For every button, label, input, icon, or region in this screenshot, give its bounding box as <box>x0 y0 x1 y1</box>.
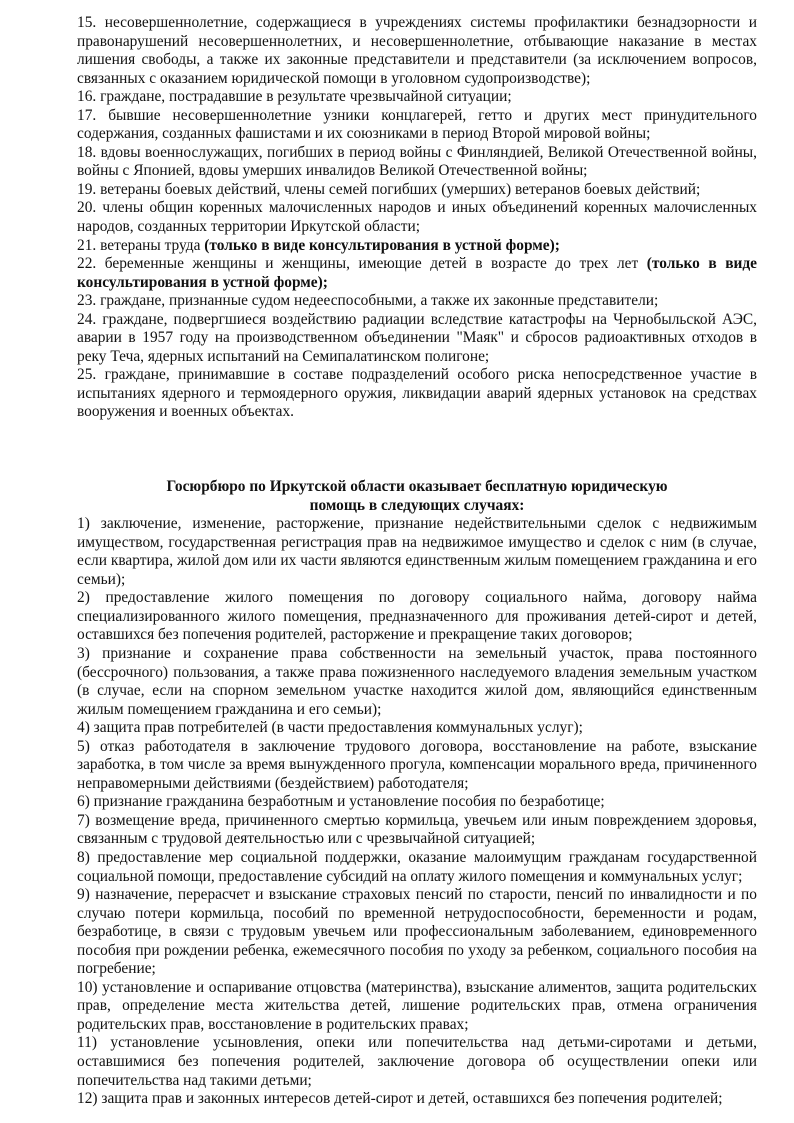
item-text: 20. члены общин коренных малочисленных народов и иных объединений коренных малочисленных народов, созданных территории Иркутской области; <box>77 199 757 236</box>
section-heading-line-2: помощь в следующих случаях: <box>309 496 525 514</box>
item-text: 15. несовершеннолетние, содержащиеся в учреждениях системы профилактики безнадзорности и правонарушений несовершеннолетних, и несовершеннолетние, отбывающие наказание в местах лишения свободы, а также их законные представители и представители (за исключением вопросов, связанных с оказанием юридической помощи в уголовном судопроизводстве); <box>77 14 757 87</box>
list-item: 8) предоставление мер социальной поддержки, оказание малоимущим гражданам государственной социальной помощи, предоставление субсидий на оплату жилого помещения и коммунальных услуг; <box>77 848 757 885</box>
list-item: 12) защита прав и законных интересов детей-сирот и детей, оставшихся без попечения родителей; <box>77 1090 723 1108</box>
legal-aid-cases-section <box>77 478 757 1109</box>
list-item: 4) защита прав потребителей (в части предоставления коммунальных услуг); <box>77 719 583 737</box>
eligible-categories-list <box>77 14 757 422</box>
item-text: 23. граждане, признанные судом недееспособными, а также их законные представители; <box>77 292 659 310</box>
item-text: 18. вдовы военнослужащих, погибших в период войны с Финляндией, Великой Отечественной войны, войны с Японией, вдовы умерших инвалидов Великой Отечественной войны; <box>77 143 757 180</box>
list-item: 1) заключение, изменение, расторжение, признание недействительными сделок с недвижимым имуществом, государственная регистрация прав на недвижимое имущество и сделок с ним (в случае, если квартира, жилой дом или их части являются единственным жилым помещением гражданина и его семьи); <box>77 515 757 588</box>
item-text: 19. ветераны боевых действий, члены семей погибших (умерших) ветеранов боевых действий; <box>77 180 701 198</box>
list-item: 5) отказ работодателя в заключение трудового договора, восстановление на работе, взыскание заработка, в том числе за время вынужденного прогула, компенсации морального вреда, причиненного неправомерными действиями (бездействием) работодателя; <box>77 737 757 792</box>
list-item <box>77 88 757 107</box>
list-item: 10) установление и оспаривание отцовства (материнства), взыскание алиментов, защита родительских прав, определение места жительства детей, лишение родительских прав, отмена ограничения родительских прав, восстановление в родительских правах; <box>77 978 757 1033</box>
item-text: 24. граждане, подвергшиеся воздействию радиации вследствие катастрофы на Чернобыльской АЭС, аварии в 1957 году на производственном объединении "Маяк" и сбросов радиоактивных отходов в реку Теча, ядерных испытаний на Семипалатинском полигоне; <box>77 310 757 365</box>
list-item <box>77 292 757 311</box>
item-text: 16. граждане, пострадавшие в результате чрезвычайной ситуации; <box>77 88 512 106</box>
item-text: 21. ветераны труда <box>77 236 205 254</box>
list-item <box>77 366 757 422</box>
document-page <box>77 14 757 1109</box>
list-item <box>77 255 757 292</box>
item-text: 17. бывшие несовершеннолетние узники концлагерей, гетто и других мест принудительного содержания, созданных фашистами и их союзниками в период Второй мировой войны; <box>77 106 757 143</box>
list-item <box>77 144 757 181</box>
list-item: 11) установление усыновления, опеки или попечительства над детьми-сиротами и детьми, оставшимися без попечения родителей, заключение договора об осуществлении опеки или попечительства над такими детьми; <box>77 1034 757 1089</box>
list-item <box>77 199 757 236</box>
list-item: 6) признание гражданина безработным и установление пособия по безработице; <box>77 793 605 811</box>
item-text: 22. беременные женщины и женщины, имеющие детей в возрасте до трех лет <box>77 255 647 273</box>
list-item: 7) возмещение вреда, причиненного смертью кормильца, увечьем или иным повреждением здоровья, связанным с трудовой деятельностью или с чрезвычайной ситуацией; <box>77 811 757 848</box>
spacer <box>77 422 757 478</box>
list-item <box>77 311 757 367</box>
list-item <box>77 107 757 144</box>
list-item: 9) назначение, перерасчет и взыскание страховых пенсий по старости, пенсий по инвалидности и по случаю потери кормильца, пособий по временной нетрудоспособности, беременности и родам, безработице, в связи с трудовым увечьем или профессиональным заболеванием, единовременного пособия при рождении ребенка, ежемесячного пособия по уходу за ребенком, социального пособия на погребение; <box>77 886 757 978</box>
item-note-bold: (только в виде консультирования в устной форме); <box>204 236 560 254</box>
list-item <box>77 237 757 256</box>
item-text: 25. граждане, принимавшие в составе подразделений особого риска непосредственное участие в испытаниях ядерного и термоядерного оружия, ликвидации аварий ядерных установок на средствах вооружения и военных объектах. <box>77 366 757 421</box>
item-note-bold: (только в виде консультирования в устной форме); <box>77 255 757 291</box>
list-item <box>77 181 757 200</box>
section-heading-line-1: Госюрбюро по Иркутской области оказывает бесплатную юридическую <box>166 478 668 496</box>
list-item: 2) предоставление жилого помещения по договору социального найма, договору найма специализированного жилого помещения, предназначенного для проживания детей-сирот и детей, оставшихся без попечения родителей, расторжение и прекращение таких договоров; <box>77 589 757 644</box>
list-item: 3) признание и сохранение права собственности на земельный участок, права постоянного (бессрочного) пользования, а также права пожизненного наследуемого владения земельным участком (в случае, если на спорном земельном участке находится жилой дом, являющийся единственным жилым помещением гражданина и его семьи); <box>77 644 757 718</box>
list-item <box>77 14 757 88</box>
